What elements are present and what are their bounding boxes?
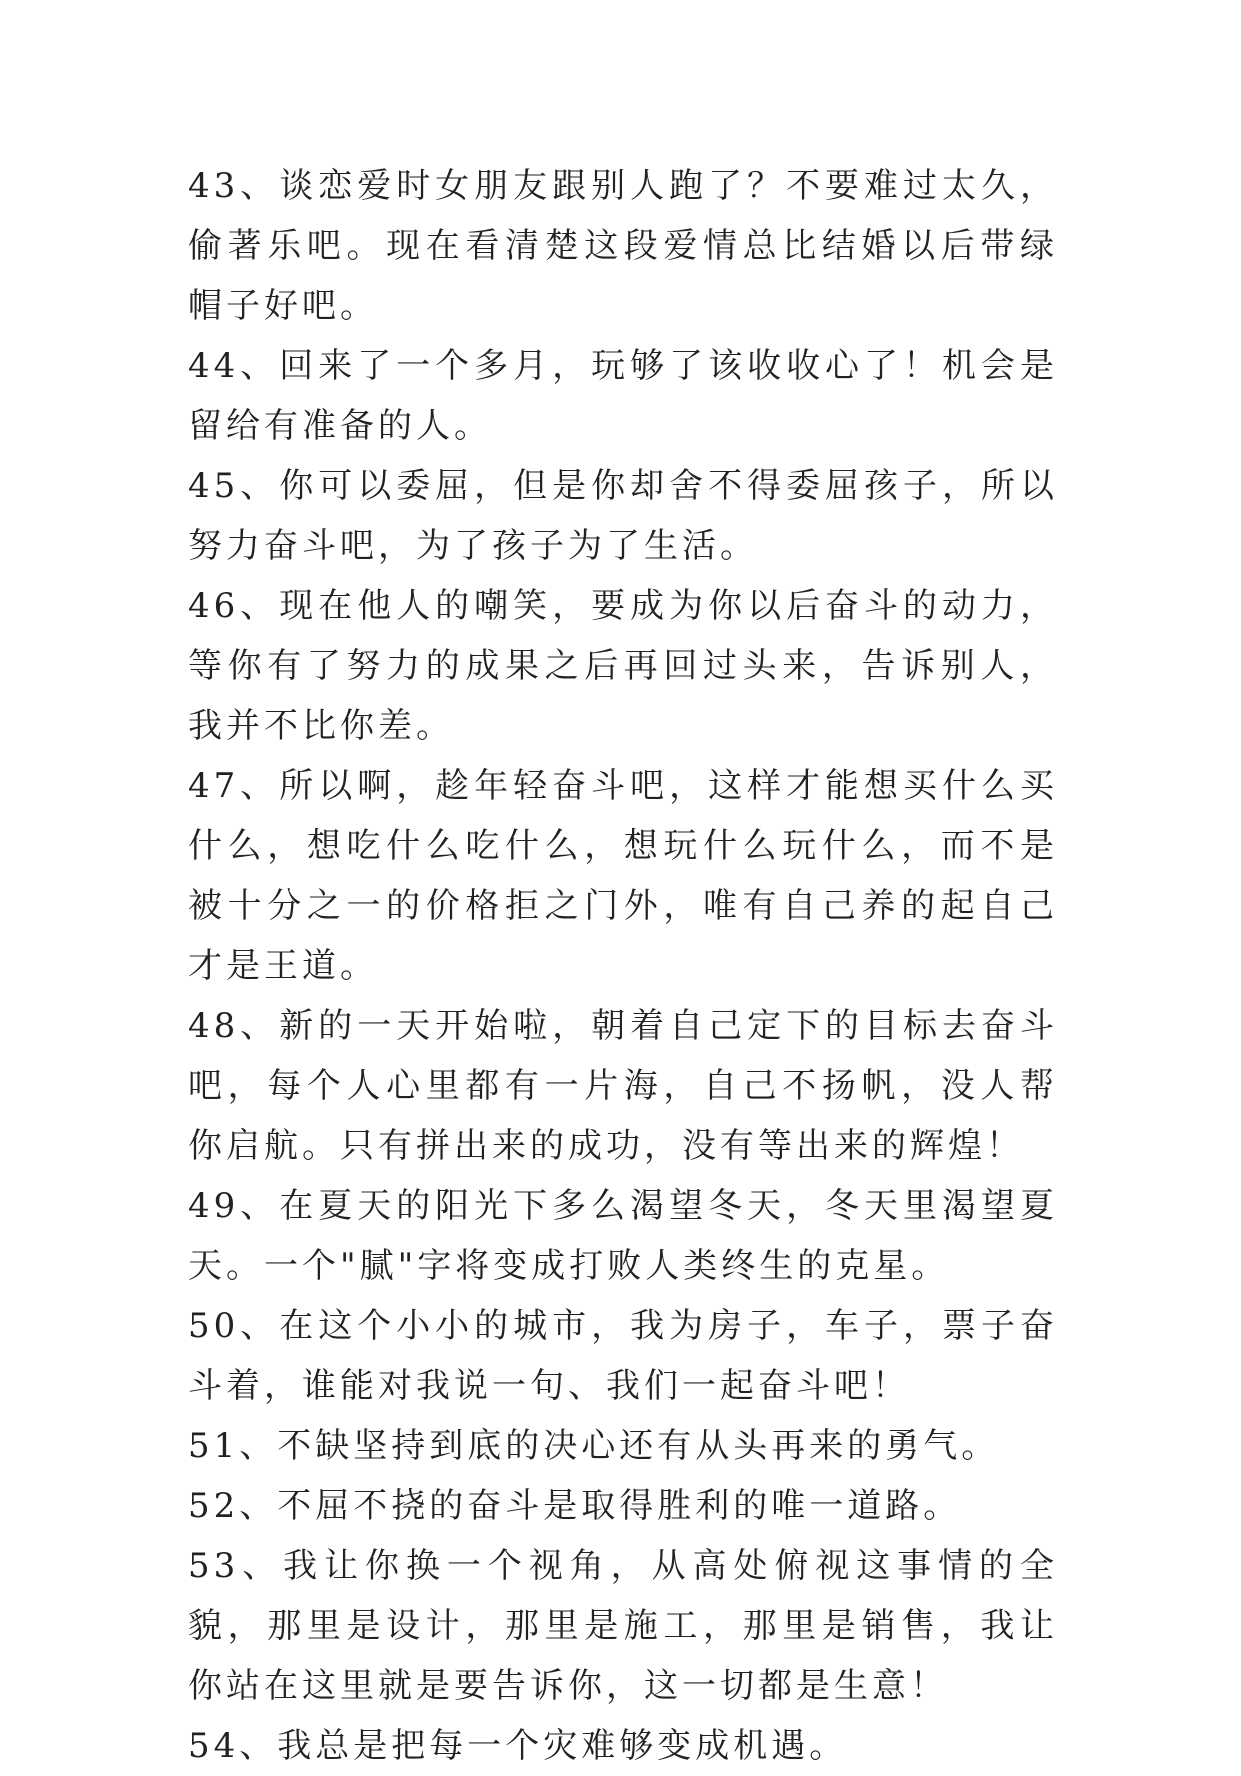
- text-body: [188, 156, 1058, 1776]
- list-item: 51、不缺坚持到底的决心还有从头再来的勇气。: [188, 1426, 1000, 1466]
- list-item: 52、不屈不挠的奋斗是取得胜利的唯一道路。: [188, 1486, 962, 1526]
- list-item: 43、谈恋爱时女朋友跟别人跑了？不要难过太久，偷著乐吧。现在看清楚这段爱情总比结婚以后带绿帽子好吧。: [188, 166, 1058, 326]
- list-item: 54、我总是把每一个灾难够变成机遇。: [188, 1726, 848, 1766]
- list-item: 44、回来了一个多月，玩够了该收收心了！机会是留给有准备的人。: [188, 346, 1058, 446]
- list-item: 46、现在他人的嘲笑，要成为你以后奋斗的动力，等你有了努力的成果之后再回过头来，告诉别人，我并不比你差。: [188, 586, 1058, 746]
- list-item: 45、你可以委屈，但是你却舍不得委屈孩子，所以努力奋斗吧，为了孩子为了生活。: [188, 466, 1058, 566]
- list-item: 48、新的一天开始啦，朝着自己定下的目标去奋斗吧，每个人心里都有一片海，自己不扬帆，没人帮你启航。只有拼出来的成功，没有等出来的辉煌！: [188, 1006, 1058, 1166]
- list-item: 50、在这个小小的城市，我为房子，车子，票子奋斗着，谁能对我说一句、我们一起奋斗吧！: [188, 1306, 1058, 1406]
- list-item: 47、所以啊，趁年轻奋斗吧，这样才能想买什么买什么，想吃什么吃什么，想玩什么玩什么，而不是被十分之一的价格拒之门外，唯有自己养的起自己才是王道。: [188, 766, 1058, 986]
- list-item: 53、我让你换一个视角，从高处俯视这事情的全貌，那里是设计，那里是施工，那里是销售，我让你站在这里就是要告诉你，这一切都是生意！: [188, 1546, 1058, 1706]
- list-item: 49、在夏天的阳光下多么渴望冬天，冬天里渴望夏天。一个"腻"字将变成打败人类终生的克星。: [188, 1186, 1058, 1286]
